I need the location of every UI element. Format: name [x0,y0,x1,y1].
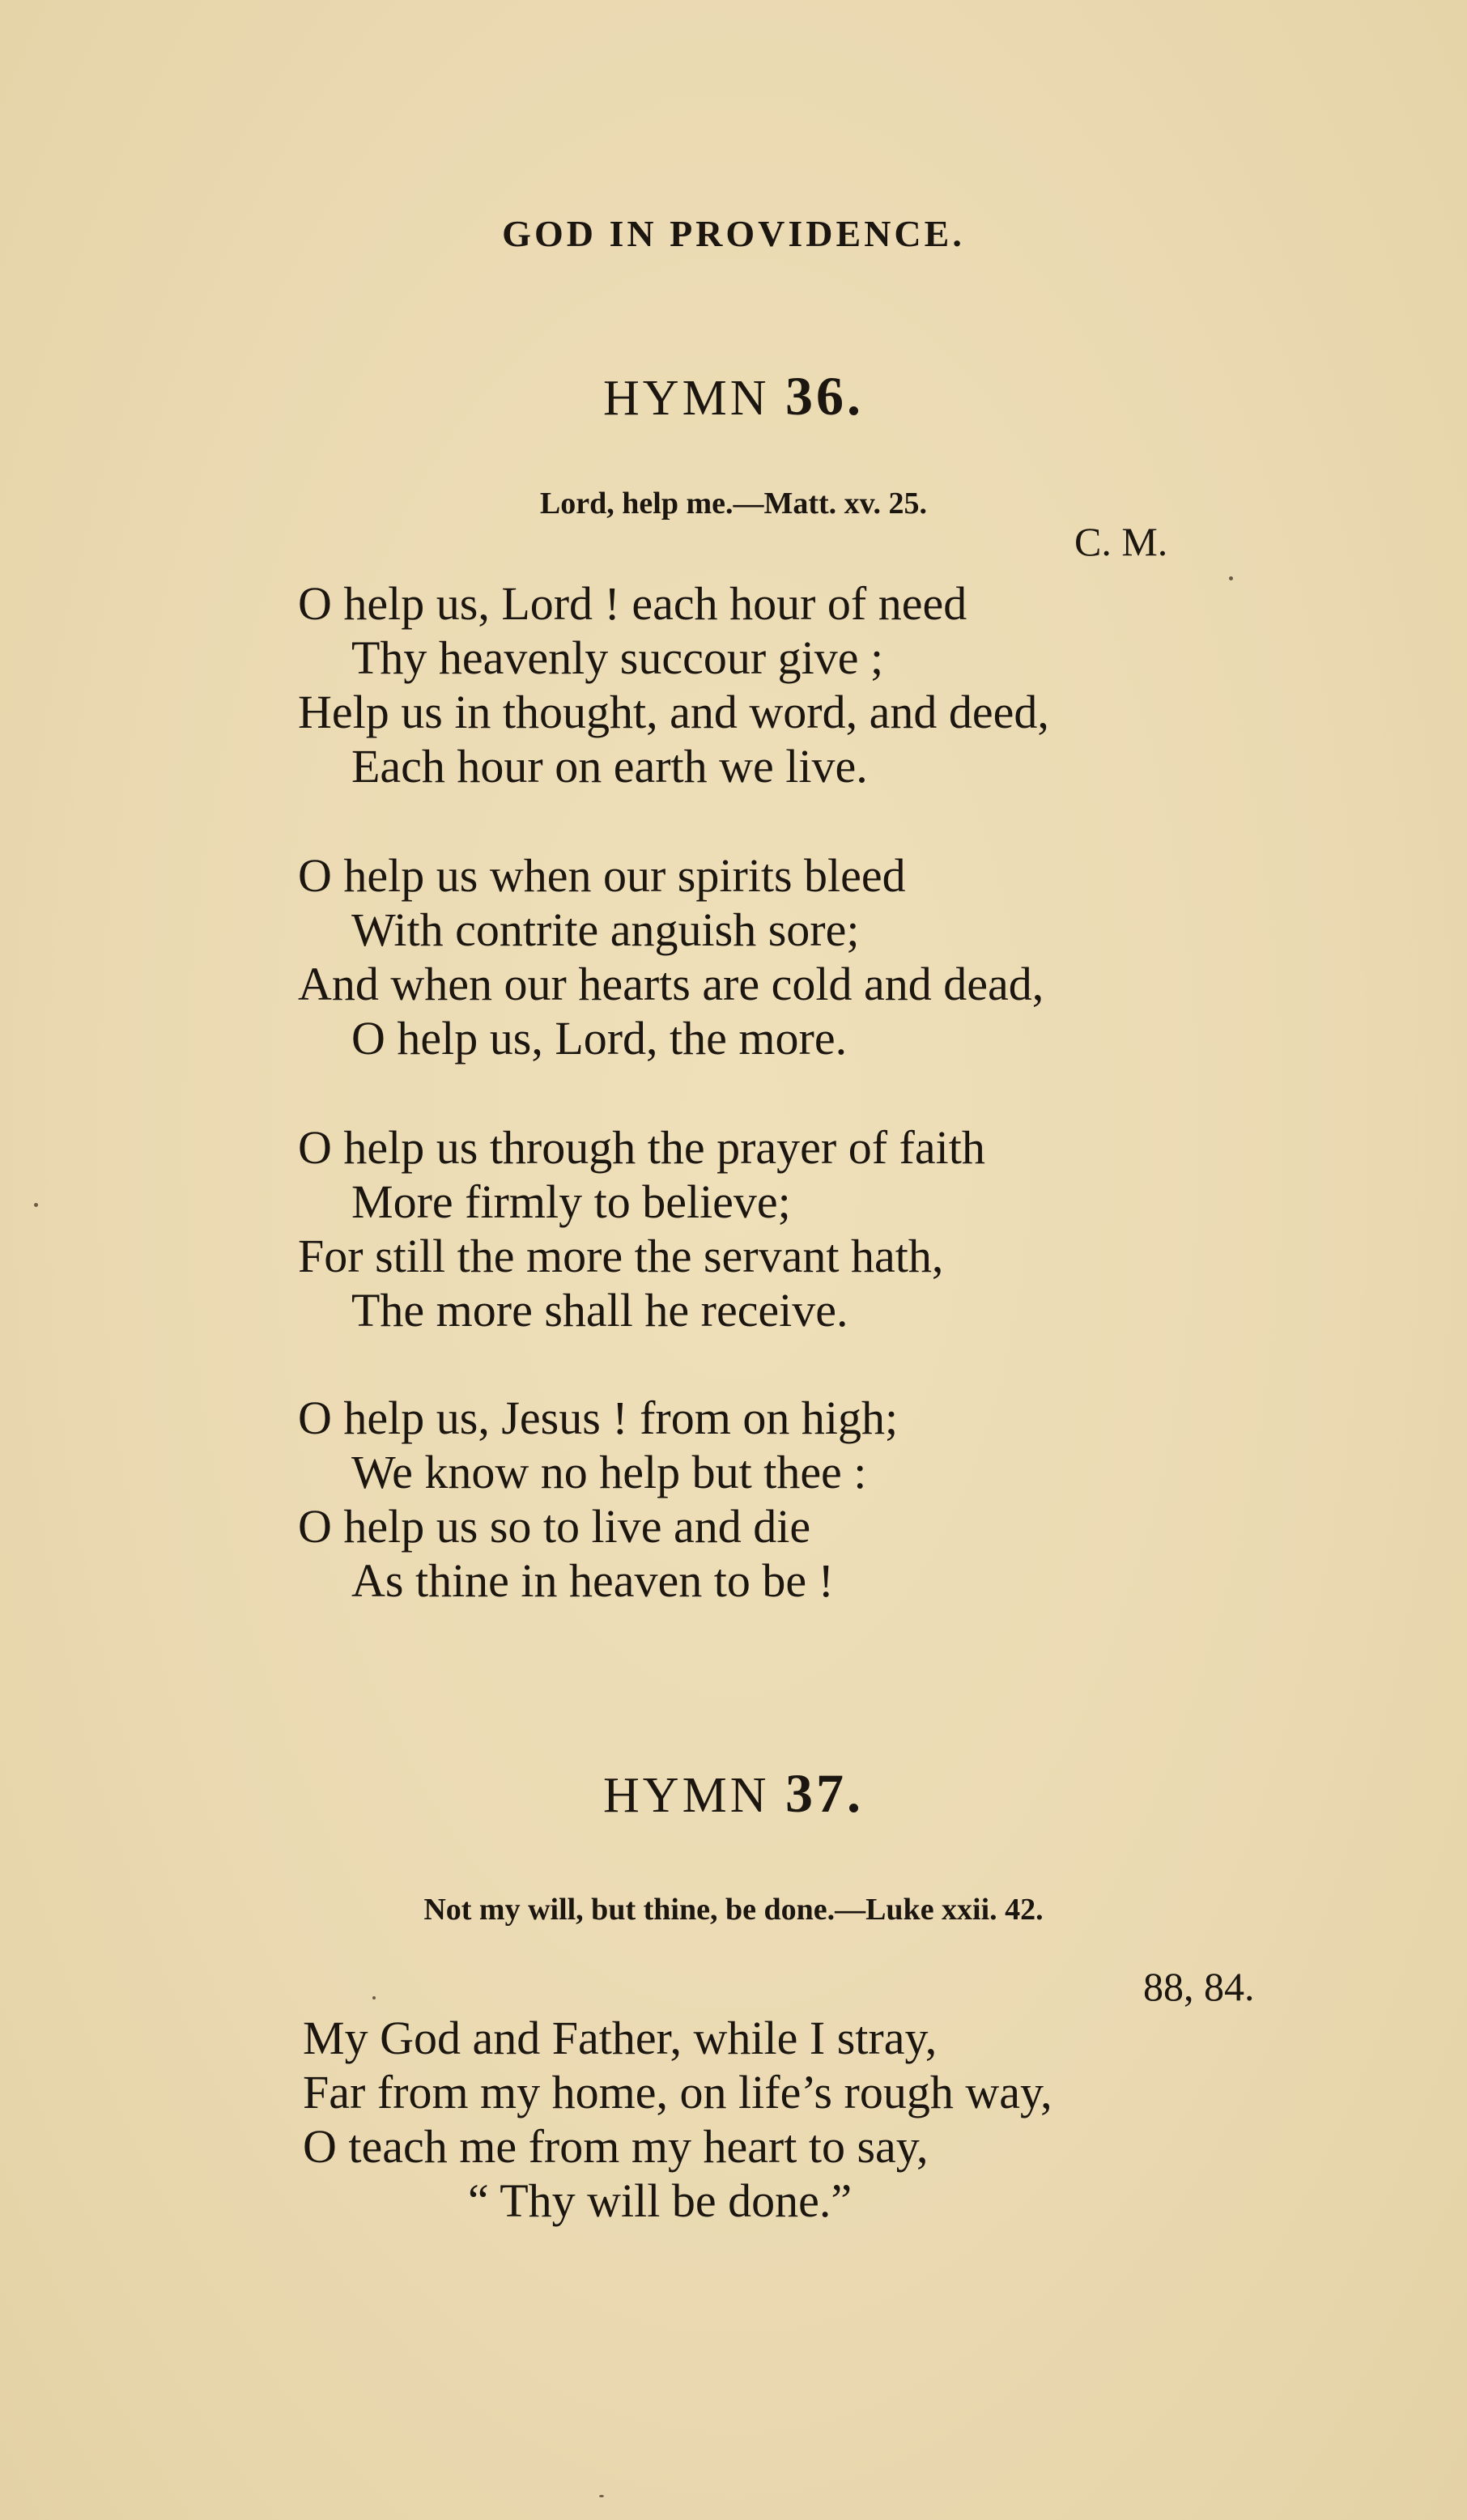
verse-line: O help us so to live and die [298,1500,811,1553]
verse-line: And when our hearts are cold and dead, [298,958,1044,1010]
verse-line: O help us, Lord ! each hour of need [298,577,967,630]
verse-line: My God and Father, while I stray, [303,2012,938,2064]
verse-line: O help us when our spirits bleed [298,849,906,902]
hymn-37-scripture-text: Not my will, but thine, be done.—Luke xxii. 42. [423,1893,1044,1927]
hymn-number: 36. [785,365,864,427]
hymn-36-stanza-1 [298,576,1049,793]
verse-line: More firmly to believe; [351,1175,791,1228]
verse-line: Each hour on earth we live. [351,740,868,793]
verse-line: As thine in heaven to be ! [351,1554,834,1607]
verse-line: O help us, Lord, the more. [351,1012,848,1065]
verse-line: O help us, Jesus ! from on high; [298,1392,899,1444]
hymn-label: HYMN [603,371,770,426]
hymn-36-stanza-2 [298,848,1044,1065]
hymn-37-meter: 88, 84. [1143,1964,1255,2009]
verse-line: Far from my home, on life’s rough way, [303,2066,1052,2118]
running-head: GOD IN PROVIDENCE. [502,213,965,254]
hymn-36-scripture-text: Lord, help me.—Matt. xv. 25. [539,487,928,521]
verse-line: “ Thy will be done.” [468,2174,853,2227]
hymn-37-title [0,1761,1467,1825]
hymn-36-title [0,364,1467,428]
hymn-36-stanza-4 [298,1391,898,1608]
hymn-number: 37. [785,1762,864,1824]
verse-line: With contrite anguish sore; [351,903,860,956]
verse-line: Help us in thought, and word, and deed, [298,686,1049,738]
hymn-label: HYMN [603,1768,770,1823]
paper-speck [372,1996,376,1999]
hymn-36-stanza-3 [298,1120,985,1337]
hymn-37-stanza-1 [303,2011,1052,2228]
verse-line: O help us through the prayer of faith [298,1121,985,1174]
verse-line: For still the more the servant hath, [298,1230,944,1282]
paper-speck [1229,576,1233,580]
verse-line: The more shall he receive. [351,1284,848,1336]
verse-line: We know no help but thee : [351,1446,867,1498]
verse-line: O teach me from my heart to say, [303,2120,929,2173]
verse-line: Thy heavenly succour give ; [351,631,884,684]
hymn-36-meter: C. M. [1074,519,1168,564]
paper-speck [599,2495,604,2497]
paper-speck [34,1203,38,1207]
